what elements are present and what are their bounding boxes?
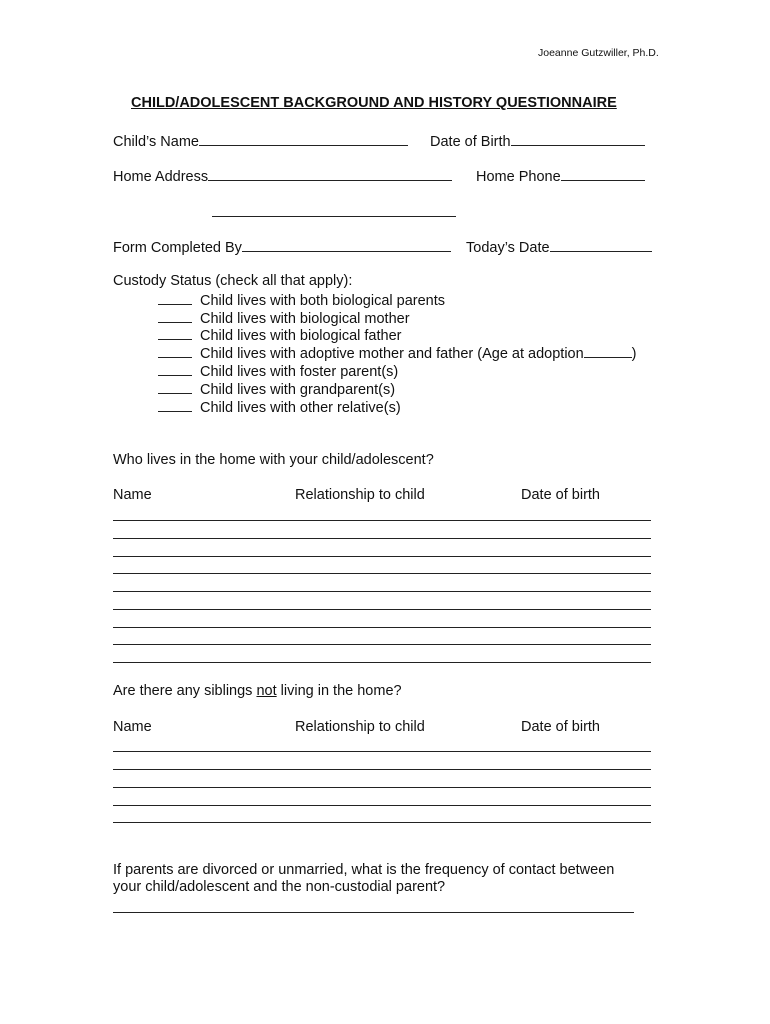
household-entry-line[interactable] [113, 556, 651, 557]
child-name-label: Child’s Name [113, 134, 199, 150]
custody-option-label: Child lives with biological mother [200, 311, 410, 327]
home-address-label: Home Address [113, 169, 209, 185]
siblings-entry-line[interactable] [113, 822, 651, 823]
adoption-age-blank[interactable] [584, 344, 632, 358]
home-address-blank[interactable] [208, 166, 452, 181]
custody-check-blank[interactable] [158, 326, 192, 340]
siblings-question-emphasis: not [256, 683, 277, 699]
form-completed-by-blank[interactable] [242, 237, 451, 252]
custody-check-blank[interactable] [158, 291, 192, 305]
household-col-relationship: Relationship to child [295, 487, 425, 503]
household-entry-line[interactable] [113, 573, 651, 574]
custody-option [158, 380, 395, 399]
date-of-birth-blank[interactable] [511, 131, 645, 146]
siblings-entry-line[interactable] [113, 787, 651, 788]
date-of-birth-field [430, 131, 645, 151]
home-phone-label: Home Phone [476, 169, 561, 185]
custody-option [158, 362, 398, 381]
household-col-dob: Date of birth [521, 487, 600, 503]
household-entry-line[interactable] [113, 591, 651, 592]
child-name-field [113, 131, 408, 151]
custody-option-label: Child lives with foster parent(s) [200, 364, 399, 380]
household-entry-line[interactable] [113, 662, 651, 663]
custody-option-label: Child lives with biological father [200, 328, 402, 344]
custody-option [158, 326, 402, 345]
siblings-col-name: Name [113, 719, 152, 735]
household-entry-line[interactable] [113, 644, 651, 645]
todays-date-label: Today’s Date [466, 240, 550, 256]
siblings-question-end: living in the home? [276, 683, 402, 699]
form-completed-by-field [113, 237, 451, 257]
home-address-field [113, 166, 452, 186]
form-title: CHILD/ADOLESCENT BACKGROUND AND HISTORY QUESTIONNAIRE [131, 95, 617, 111]
siblings-question [113, 683, 402, 700]
custody-option [158, 344, 637, 363]
custody-check-blank[interactable] [158, 344, 192, 358]
custody-option-label: Child lives with grandparent(s) [200, 382, 396, 398]
custody-check-blank[interactable] [158, 362, 192, 376]
form-completed-by-label: Form Completed By [113, 240, 242, 256]
household-entry-line[interactable] [113, 627, 651, 628]
todays-date-blank[interactable] [550, 237, 652, 252]
home-address-line-2[interactable] [212, 216, 456, 217]
custody-option-label: Child lives with other relative(s) [200, 400, 401, 416]
siblings-entry-line[interactable] [113, 769, 651, 770]
contact-question-line-1: If parents are divorced or unmarried, what is the frequency of contact between [113, 862, 615, 878]
household-question: Who lives in the home with your child/adolescent? [113, 452, 434, 468]
todays-date-field [466, 237, 652, 257]
siblings-question-start: Are there any siblings [113, 683, 257, 699]
custody-option [158, 398, 401, 417]
home-phone-blank[interactable] [561, 166, 645, 181]
siblings-col-dob: Date of birth [521, 719, 600, 735]
child-name-blank[interactable] [199, 131, 408, 146]
custody-heading: Custody Status (check all that apply): [113, 273, 353, 289]
household-entry-line[interactable] [113, 520, 651, 521]
custody-check-blank[interactable] [158, 398, 192, 412]
siblings-entry-line[interactable] [113, 805, 651, 806]
custody-check-blank[interactable] [158, 380, 192, 394]
contact-answer-line[interactable] [113, 912, 634, 913]
household-entry-line[interactable] [113, 538, 651, 539]
adoption-close-paren: ) [631, 346, 637, 362]
household-entry-line[interactable] [113, 609, 651, 610]
date-of-birth-label: Date of Birth [430, 134, 511, 150]
custody-option-label: Child lives with adoptive mother and father (Age at adoption [200, 346, 584, 362]
custody-option-label: Child lives with both biological parents [200, 293, 446, 309]
household-col-name: Name [113, 487, 152, 503]
custody-option [158, 291, 445, 310]
home-phone-field [476, 166, 645, 186]
siblings-entry-line[interactable] [113, 751, 651, 752]
siblings-col-relationship: Relationship to child [295, 719, 425, 735]
custody-check-blank[interactable] [158, 309, 192, 323]
contact-question-line-2: your child/adolescent and the non-custodial parent? [113, 879, 446, 895]
author-header: Joeanne Gutzwiller, Ph.D. [538, 47, 659, 59]
